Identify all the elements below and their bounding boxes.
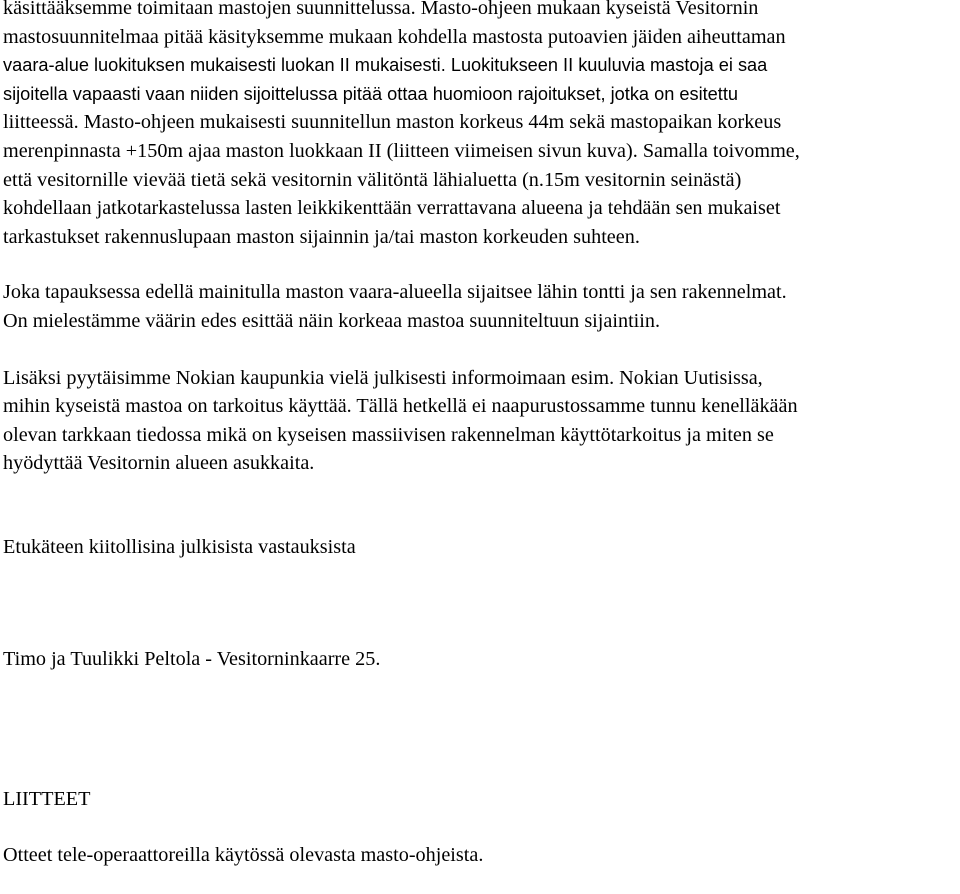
attachments-heading: LIITTEET [3, 788, 91, 811]
paragraph-mast-classification [3, 0, 958, 251]
paragraph-spacer [3, 251, 958, 278]
text-line: vaara-alue luokituksen mukaisesti luokan II mukaisesti. Luokitukseen II kuuluvia mastoja ei saa [3, 55, 768, 76]
paragraph-spacer [3, 562, 958, 645]
text-line: On mielestämme väärin edes esittää näin korkeaa mastoa suunniteltuun sijaintiin. [3, 309, 661, 332]
signature-line: Timo ja Tuulikki Peltola - Vesitorninkaarre 25. [3, 647, 381, 670]
attachments-item: Otteet tele-operaattoreilla käytössä olevasta masto-ohjeista. [3, 843, 484, 866]
text-line: että vesitornille vievää tietä sekä vesitornin välitöntä lähialuetta (n.15m vesitornin seinästä) [3, 168, 742, 191]
paragraph-spacer [3, 673, 958, 785]
text-line: Lisäksi pyytäisimme Nokian kaupunkia vielä julkisesti informoimaan esim. Nokian Uutisissa, [3, 366, 763, 389]
text-line: sijoitella vapaasti vaan niiden sijoittelussa pitää ottaa huomioon rajoitukset, jotka on esitettu [3, 83, 739, 104]
paragraph-spacer [3, 336, 958, 364]
paragraph-information-request [3, 364, 958, 478]
text-line: kohdellaan jatkotarkastelussa lasten leikkikenttään verrattavana alueena ja tehdään sen mukaiset [3, 197, 781, 220]
paragraph-danger-zone [3, 278, 958, 335]
paragraph-spacer [3, 478, 958, 533]
text-line: mastosuunnitelmaa pitää käsityksemme mukaan kohdella mastosta putoavien jäiden aiheuttaman [3, 25, 786, 48]
text-line: olevan tarkkaan tiedossa mikä on kyseisen massiivisen rakennelman käyttötarkoitus ja miten se [3, 423, 774, 446]
closing-line: Etukäteen kiitollisina julkisista vastauksista [3, 535, 356, 558]
text-line: liitteessä. Masto-ohjeen mukaisesti suunnitellun maston korkeus 44m sekä mastopaikan korkeus [3, 111, 782, 134]
document-page [3, 0, 958, 869]
text-line: Joka tapauksessa edellä mainitulla maston vaara-alueella sijaitsee lähin tontti ja sen rakennelmat. [3, 281, 787, 304]
text-line: tarkastukset rakennuslupaan maston sijainnin ja/tai maston korkeuden suhteen. [3, 225, 640, 248]
text-line: mihin kyseistä mastoa on tarkoitus käyttää. Tällä hetkellä ei naapurustossamme tunnu kenelläkään [3, 395, 798, 418]
text-line: käsittääksemme toimitaan mastojen suunnittelussa. Masto-ohjeen mukaan kyseistä Vesitornin [3, 0, 759, 19]
text-line: merenpinnasta +150m ajaa maston luokkaan II (liitteen viimeisen sivun kuva). Samalla toivomme, [3, 139, 800, 162]
text-line: hyödyttää Vesitornin alueen asukkaita. [3, 452, 315, 475]
paragraph-spacer [3, 814, 958, 841]
